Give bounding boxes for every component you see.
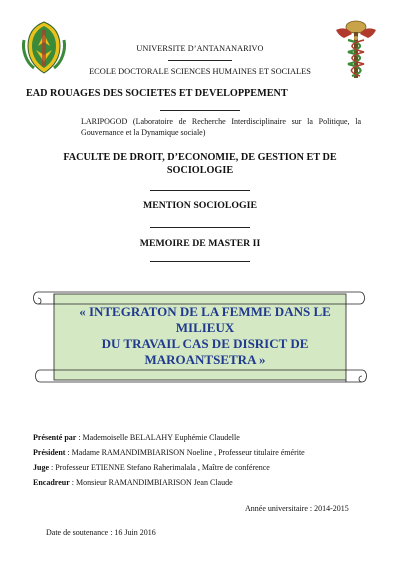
presenter-line	[33, 433, 373, 442]
supervisor-label: Encadreur	[33, 478, 70, 487]
divider	[160, 110, 240, 111]
memoire-title: MEMOIRE DE MASTER II	[139, 238, 261, 249]
academic-year: Année universitaire : 2014-2015	[245, 504, 349, 513]
university-name: UNIVERSITE D’ANTANANARIVO	[136, 44, 264, 53]
ead-title: EAD ROUAGES DES SOCIETES ET DEVELOPPEMENT	[26, 88, 288, 99]
thesis-title	[55, 293, 355, 379]
defense-date: Date de soutenance : 16 Juin 2016	[46, 528, 156, 537]
divider	[150, 261, 250, 262]
supervisor-value: : Monsieur RAMANDIMBIARISON Jean Claude	[69, 478, 233, 487]
title-line-3: MAROANTSETRA »	[144, 352, 266, 367]
doctoral-school: ECOLE DOCTORALE SCIENCES HUMAINES ET SOCIALES	[89, 67, 311, 76]
laboratory-name: LARIPOGOD (Laboratoire de Recherche Interdisciplinaire sur la Politique, la Gouvernance et la Dynamique sociale)	[81, 117, 361, 137]
divider	[168, 60, 232, 61]
title-line-1: « INTEGRATON DE LA FEMME DANS LE MILIEUX	[79, 304, 331, 335]
supervisor-line	[33, 478, 373, 487]
title-line-2: DU TRAVAIL CAS DE DISRICT DE	[101, 336, 309, 351]
divider	[150, 190, 250, 191]
presenter-value: : Mademoiselle BELALAHY Euphémie Claudelle	[76, 433, 240, 442]
judge-line	[33, 463, 373, 472]
president-line	[33, 448, 373, 457]
president-value: : Madame RAMANDIMBIARISON Noeline , Professeur titulaire émérite	[65, 448, 305, 457]
judge-value: : Professeur ETIENNE Stefano Raherimalala , Maître de conférence	[49, 463, 270, 472]
president-label: Président	[33, 448, 66, 457]
faculty-name: FACULTE DE DROIT, D’ECONOMIE, DE GESTION ET DE SOCIOLOGIE	[63, 152, 337, 176]
judge-label: Juge	[33, 463, 49, 472]
divider	[150, 227, 250, 228]
mention-title: MENTION SOCIOLOGIE	[142, 200, 258, 211]
presenter-label: Présenté par	[33, 433, 77, 442]
